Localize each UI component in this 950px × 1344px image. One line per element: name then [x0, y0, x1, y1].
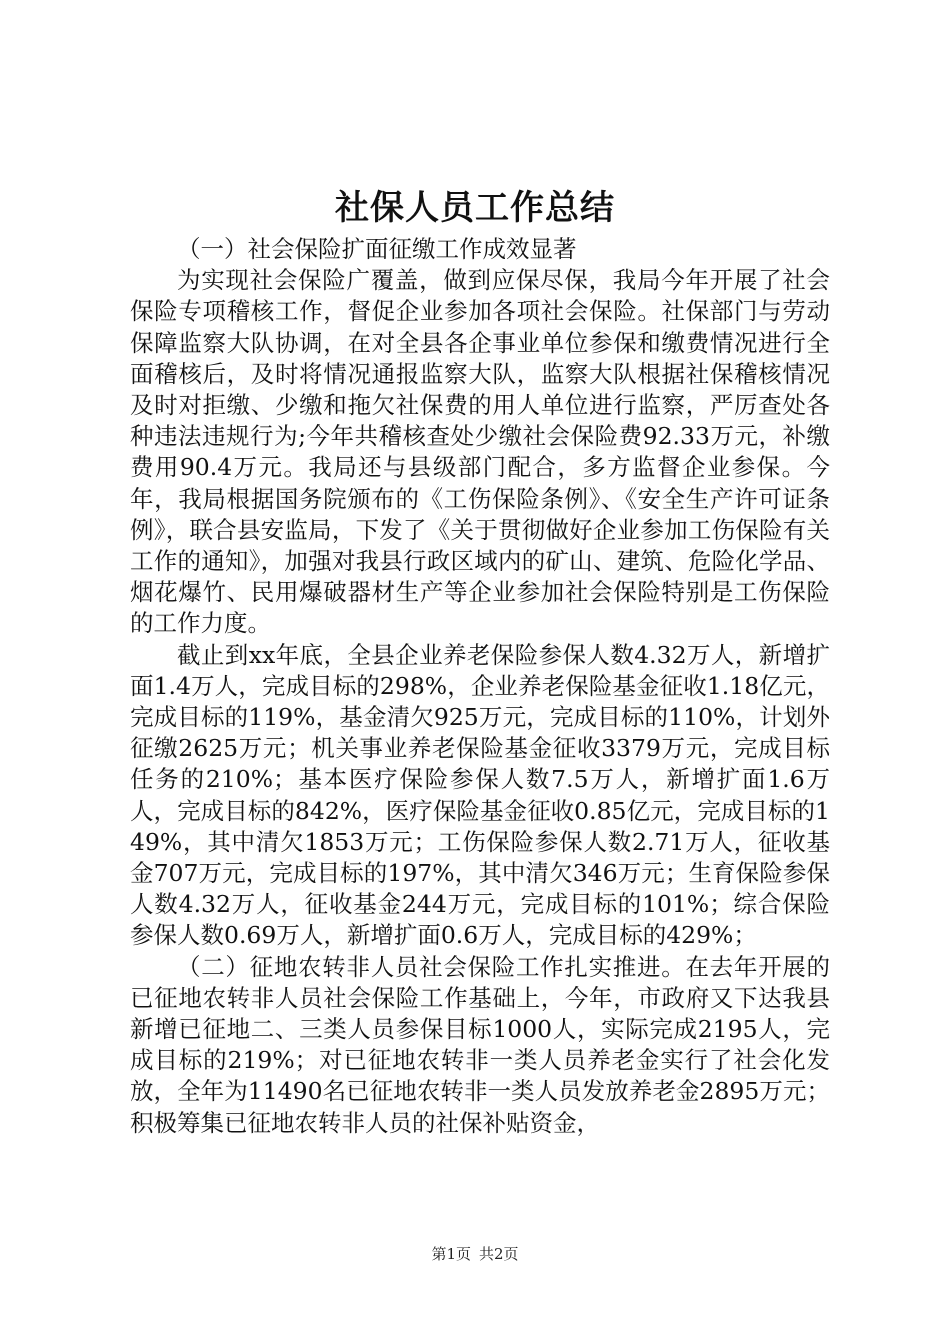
paragraph-land-conversion: （二）征地农转非人员社会保险工作扎实推进。在去年开展的已征地农转非人员社会保险工作基础上，今年，市政府又下达我县新增已征地二、三类人员参保目标1000人，实际完成2195人，完成目标的219%；对已征地农转非一类人员养老金实行了社会化发放，全年为11490名已征地农转非一类人员发放养老金2895万元；积极筹集已征地农转非人员的社保补贴资金，	[130, 952, 830, 1137]
paragraph-statistics: 截止到xx年底，全县企业养老保险参保人数4.32万人，新增扩面1.4万人，完成目标的298%，企业养老保险基金征收1.18亿元，完成目标的119%，基金清欠925万元，完成目标的110%，计划外征缴2625万元；机关事业养老保险基金征收3379万元，完成目标任务的210%；基本医疗保险参保人数7.5万人，新增扩面1.6万人，完成目标的842%，医疗保险基金征收0.85亿元，完成目标的149%，其中清欠1853万元；工伤保险参保人数2.71万人，征收基金707万元，完成目标的197%，其中清欠346万元；生育保险参保人数4.32万人，征收基金244万元，完成目标的101%；综合保险参保人数0.69万人，新增扩面0.6万人，完成目标的429%；	[130, 640, 830, 950]
paragraph-audit: 为实现社会保险广覆盖，做到应保尽保，我局今年开展了社会保险专项稽核工作，督促企业参加各项社会保险。社保部门与劳动保障监察大队协调，在对全县各企事业单位参保和缴费情况进行全面稽核后，及时将情况通报监察大队，监察大队根据社保稽核情况及时对拒缴、少缴和拖欠社保费的用人单位进行监察，严厉查处各种违法违规行为;今年共稽核查处少缴社会保险费92.33万元，补缴费用90.4万元。我局还与县级部门配合，多方监督企业参保。今年，我局根据国务院颁布的《工伤保险条例》、《安全生产许可证条例》，联合县安监局，下发了《关于贯彻做好企业参加工伤保险有关工作的通知》，加强对我县行政区域内的矿山、建筑、危险化学品、烟花爆竹、民用爆破器材生产等企业参加社会保险特别是工伤保险的工作力度。	[130, 266, 830, 638]
section-heading-1: （一）社会保险扩面征缴工作成效显著	[177, 235, 577, 263]
document-body	[130, 234, 830, 1139]
page-total: 共2页	[479, 1245, 519, 1263]
page-footer	[0, 1244, 950, 1264]
page-title: 社保人员工作总结	[335, 188, 615, 228]
page-number: 第1页	[431, 1245, 471, 1263]
